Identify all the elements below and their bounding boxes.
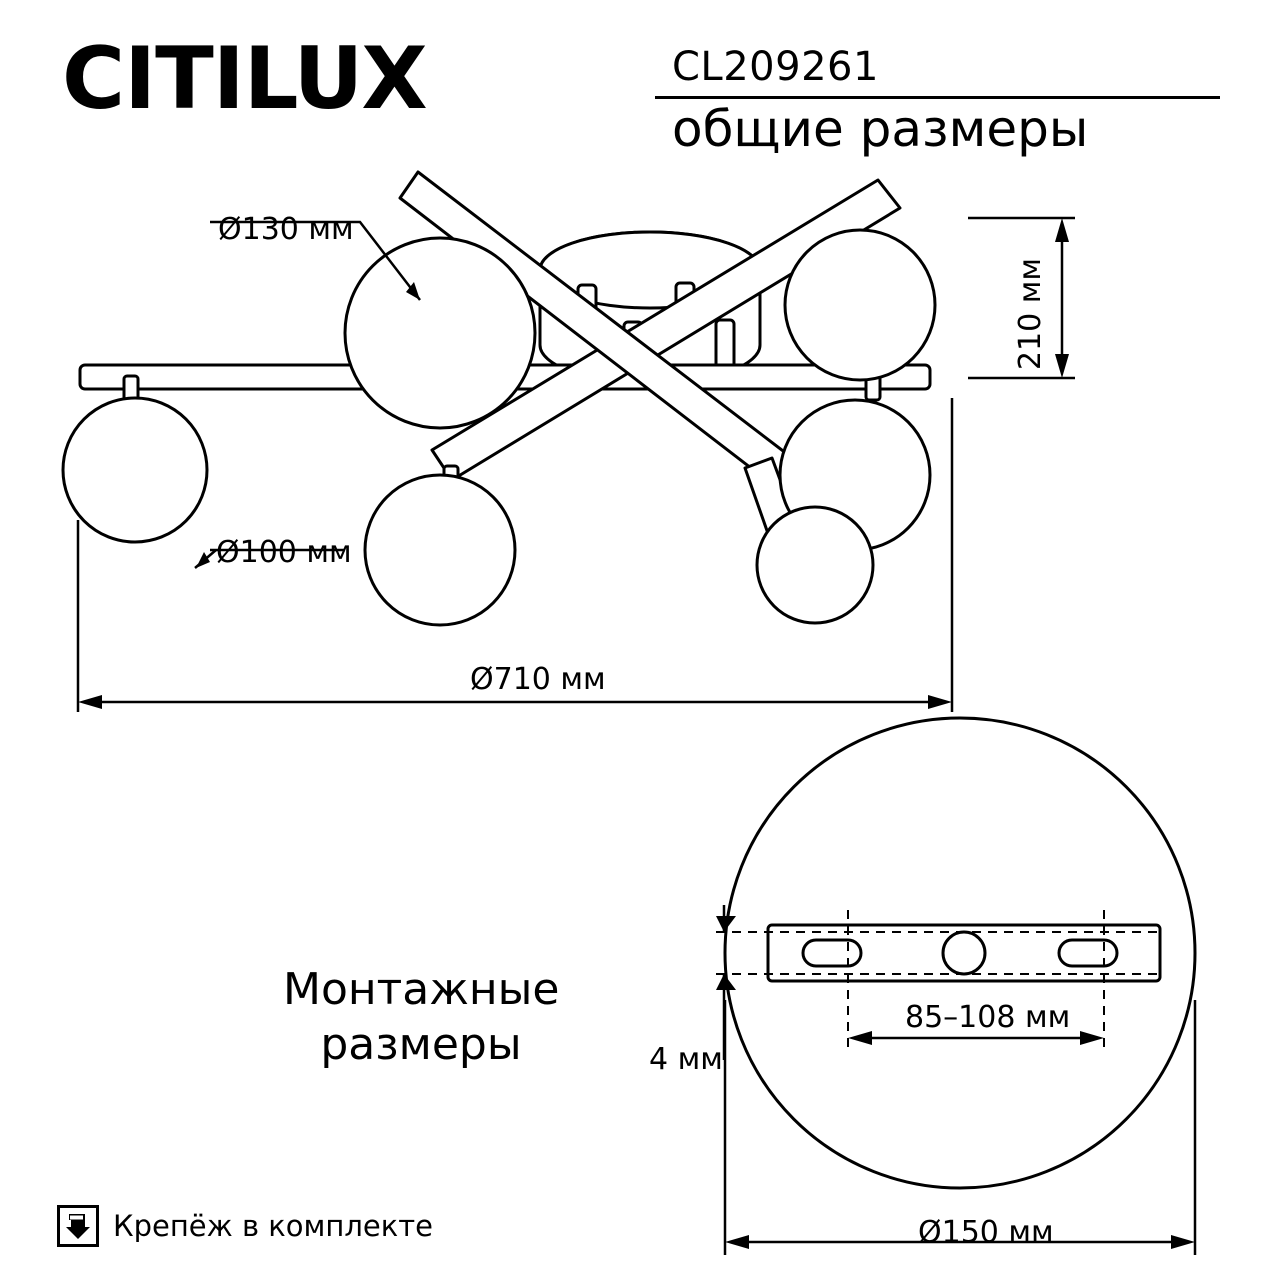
brand-logo (62, 29, 426, 129)
mounting-slot-left (803, 940, 861, 966)
mounting-center-hole (943, 932, 985, 974)
sphere-100-lower-left (365, 475, 515, 625)
dimension-label-710: Ø710 мм (470, 662, 606, 697)
footer (57, 1205, 433, 1247)
mounting-title-line1: Монтажные (283, 964, 560, 1015)
page-title: общие размеры (672, 100, 1089, 158)
brand-logo-citi: CITI (62, 29, 244, 129)
dimension-label-100: Ø100 мм (216, 535, 352, 570)
header-divider (655, 96, 1220, 99)
dimension-label-4mm: 4 мм (649, 1042, 723, 1077)
arrow-100 (196, 552, 210, 568)
sphere-100-lower-right (757, 507, 873, 623)
sphere-100-left (63, 398, 207, 542)
dimension-label-210: 210 мм (1013, 258, 1048, 371)
footer-label: Крепёж в комплекте (113, 1209, 434, 1243)
sphere-100-upper-right (785, 230, 935, 380)
mounting-title (283, 962, 559, 1072)
fasteners-included-icon (57, 1205, 99, 1247)
dimension-label-130: Ø130 мм (218, 212, 354, 247)
sphere-130-upper-left (345, 238, 535, 428)
article-code: CL209261 (672, 44, 879, 90)
brand-logo-lux: LUX (243, 29, 426, 129)
mounting-plate-view (620, 710, 1240, 1270)
dimension-label-150: Ø150 мм (918, 1215, 1054, 1250)
mounting-slot-right (1059, 940, 1117, 966)
mounting-title-line2: размеры (320, 1019, 522, 1070)
dimension-label-span: 85–108 мм (905, 1000, 1071, 1035)
